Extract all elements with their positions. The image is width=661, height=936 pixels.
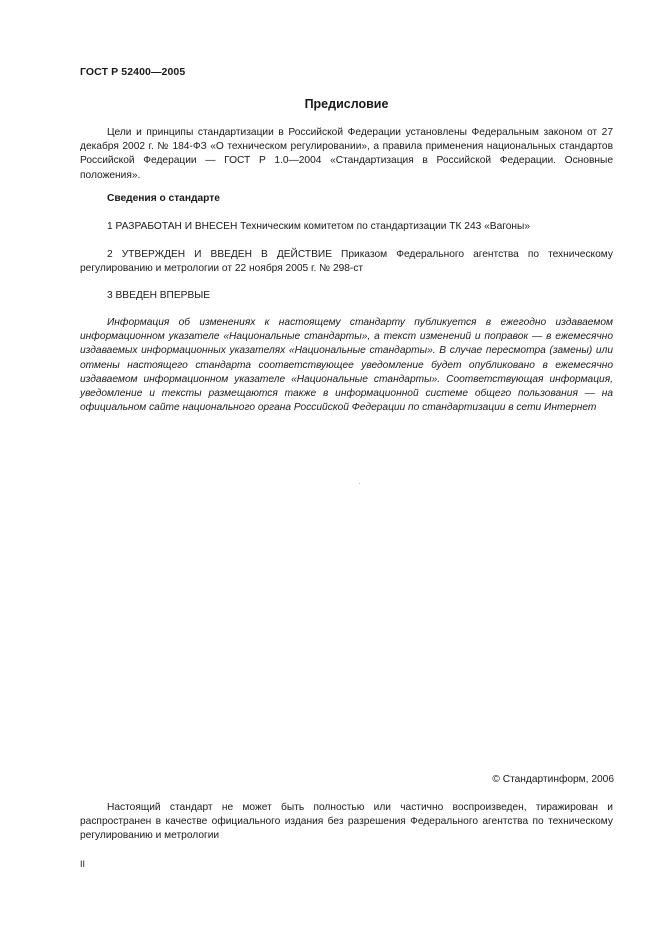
- page-number: II: [80, 859, 86, 869]
- standard-info-heading: Сведения о стандарте: [107, 193, 220, 204]
- standard-info-item-2: 2 УТВЕРЖДЕН И ВВЕДЕН В ДЕЙСТВИЕ Приказом Федерального агентства по техническому регулированию и метрологии от 22 ноября 2005 г. № 298-ст: [80, 249, 613, 275]
- reproduction-notice-paragraph: Настоящий стандарт не может быть полностью или частично воспроизведен, тиражирован и распространен в качестве официального издания без разрешения Федерального агентства по техническому регулированию и метрологии: [80, 802, 613, 842]
- standard-info-item-1: 1 РАЗРАБОТАН И ВНЕСЕН Техническим комитетом по стандартизации ТК 243 «Вагоны»: [107, 221, 531, 232]
- copyright-line: © Стандартинформ, 2006: [492, 774, 614, 785]
- standard-info-item-3: 3 ВВЕДЕН ВПЕРВЫЕ: [107, 290, 211, 301]
- changes-notice-paragraph: Информация об изменениях к настоящему стандарту публикуется в ежегодно издаваемом информационном указателе «Национальные стандарты», а текст изменений и поправок — в ежемесячно издаваемых информационных указателях «Национальные стандарты». В случае пересмотра (замены) или отмены настоящего стандарта соответствующее уведомление будет опубликовано в ежемесячно издаваемом информационном указателе «Национальные стандарты». Соответствующая информация, уведомление и тексты размещаются также в информационной системе общего пользования — на официальном сайте национального органа Российской Федерации по стандартизации в сети Интернет: [80, 317, 613, 414]
- standard-code-header: ГОСТ Р 52400—2005: [80, 66, 186, 78]
- page-title: Предисловие: [304, 97, 389, 111]
- speck-mark: [359, 483, 360, 484]
- intro-paragraph: Цели и принципы стандартизации в Российской Федерации установлены Федеральным законом от 27 декабря 2002 г. № 184-ФЗ «О техническом регулировании», а правила применения национальных стандартов Российской Федерации — ГОСТ Р 1.0—2004 «Стандартизация в Российской Федерации. Основные положения».: [80, 127, 613, 181]
